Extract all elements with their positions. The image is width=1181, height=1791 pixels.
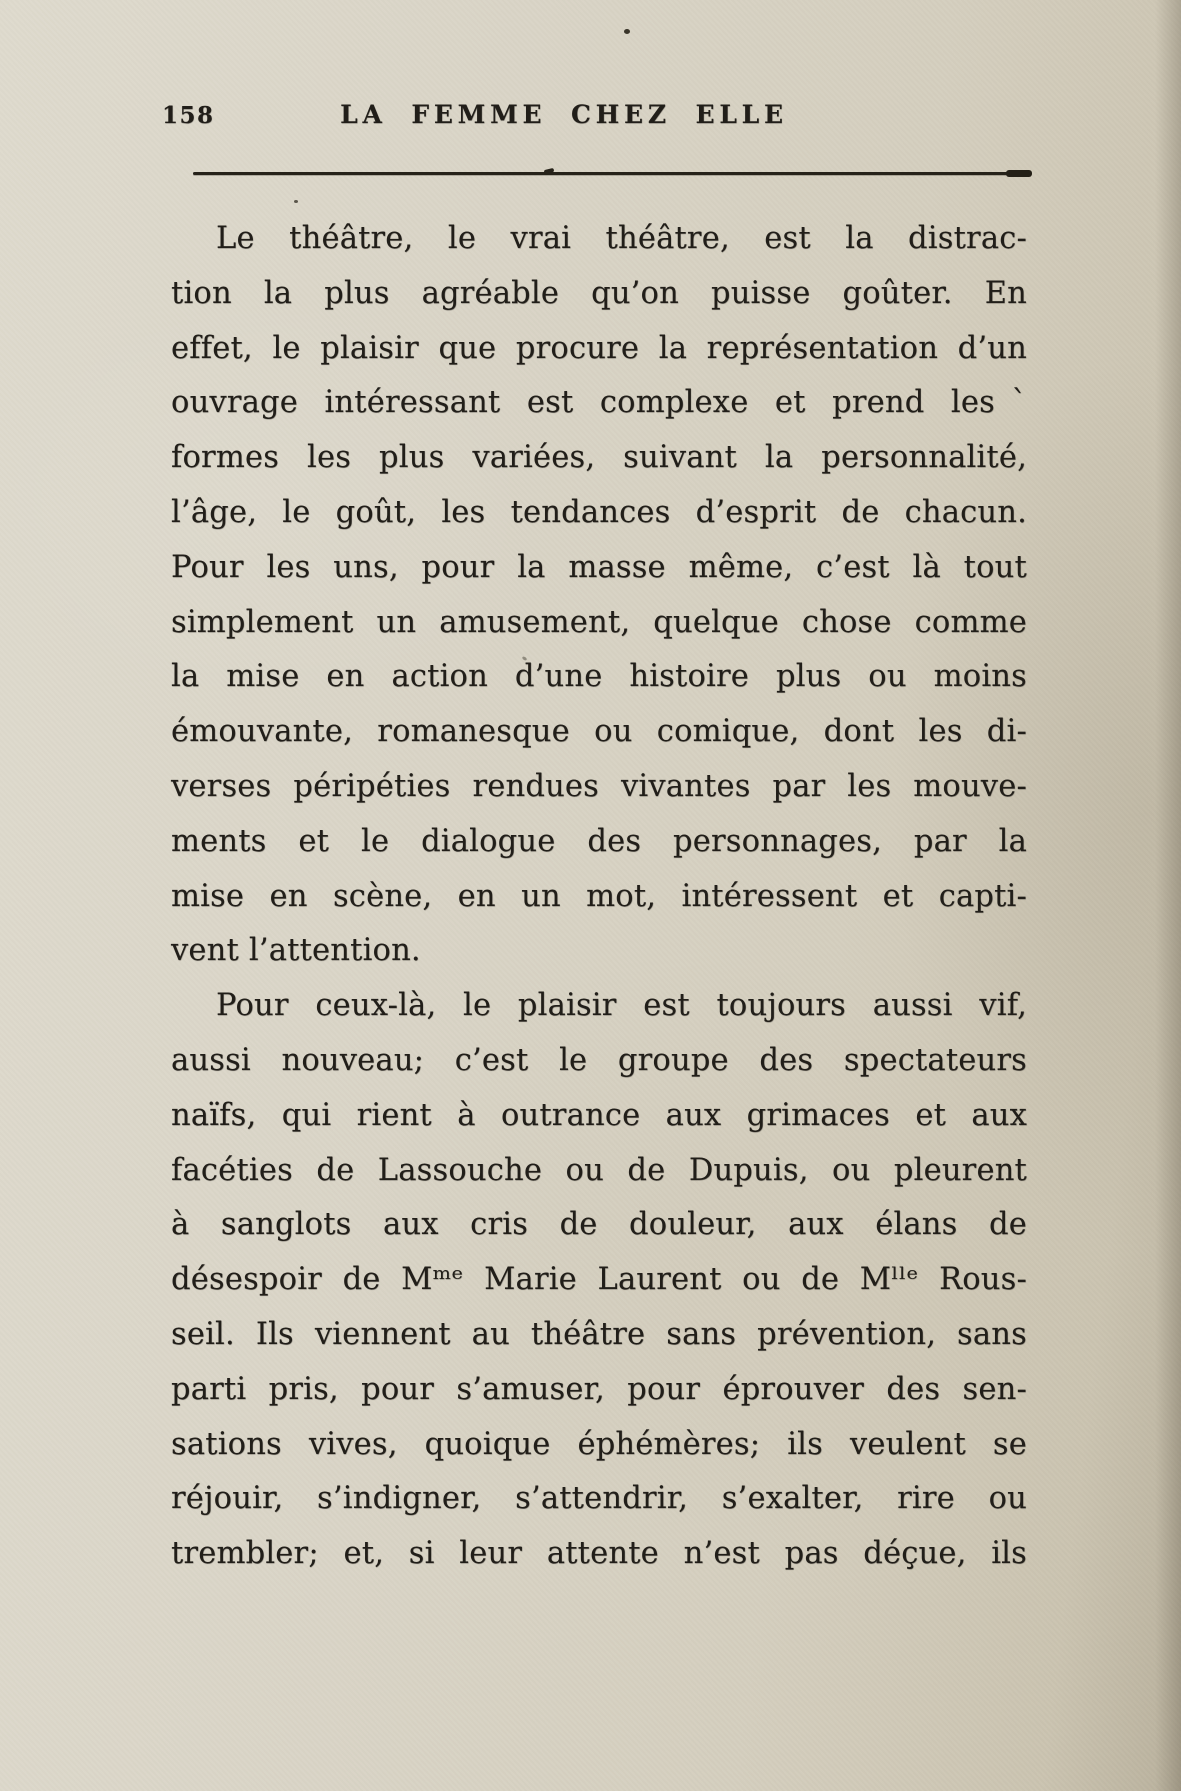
text-line: ouvrage intéressant est complexe et prend lesˋ xyxy=(171,385,1027,421)
text-line: sations vives, quoique éphémères; ils veulent se xyxy=(171,1426,1027,1462)
text-line: émouvante, romanesque ou comique, dont les di- xyxy=(171,714,1027,750)
text-line: seil. Ils viennent au théâtre sans prévention, sans xyxy=(171,1316,1027,1352)
paper-speck xyxy=(624,29,630,34)
running-title: LA FEMME CHEZ ELLE xyxy=(340,100,788,129)
paper-speck xyxy=(294,200,298,203)
text-line: effet, le plaisir que procure la représentation d’un xyxy=(171,330,1027,366)
text-line: simplement un amusement, quelque chose comme xyxy=(171,604,1027,640)
text-line: aussi nouveau; c’est le groupe des spectateurs xyxy=(171,1042,1027,1078)
text-line: Pour ceux-là, le plaisir est toujours aussi vif, xyxy=(216,988,1027,1024)
text-line: Pour les uns, pour la masse même, c’est là tout xyxy=(171,549,1027,585)
text-line: facéties de Lassouche ou de Dupuis, ou pleurent xyxy=(171,1152,1027,1188)
body-text xyxy=(171,212,1027,1582)
text-line: verses péripéties rendues vivantes par les mouve- xyxy=(171,768,1027,804)
text-line: parti pris, pour s’amuser, pour éprouver des sen- xyxy=(171,1371,1027,1407)
header-rule xyxy=(193,172,1029,175)
text-line: désespoir de Mᵐᵉ Marie Laurent ou de Mˡˡᵉ Rous- xyxy=(171,1262,1027,1298)
text-line: Le théâtre, le vrai théâtre, est la distrac- xyxy=(216,221,1027,256)
text-line: mise en scène, en un mot, intéressent et capti- xyxy=(171,878,1027,914)
text-line: tion la plus agréable qu’on puisse goûter. En xyxy=(171,275,1027,311)
text-line: la mise en action d’une histoire plus ou moins xyxy=(171,659,1027,695)
text-line: à sanglots aux cris de douleur, aux élans de xyxy=(171,1207,1027,1243)
text-line: formes les plus variées, suivant la personnalité, xyxy=(171,440,1027,476)
text-line: vent l’attention. xyxy=(171,933,421,969)
text-line: réjouir, s’indigner, s’attendrir, s’exalter, rire ou xyxy=(171,1481,1027,1517)
page-number: 158 xyxy=(162,102,215,129)
text-line: ments et le dialogue des personnages, par la xyxy=(171,823,1027,859)
text-line: l’âge, le goût, les tendances d’esprit de chacun. xyxy=(171,494,1027,530)
text-line: naïfs, qui rient à outrance aux grimaces et aux xyxy=(171,1097,1027,1133)
text-line: trembler; et, si leur attente n’est pas déçue, ils xyxy=(171,1536,1027,1572)
